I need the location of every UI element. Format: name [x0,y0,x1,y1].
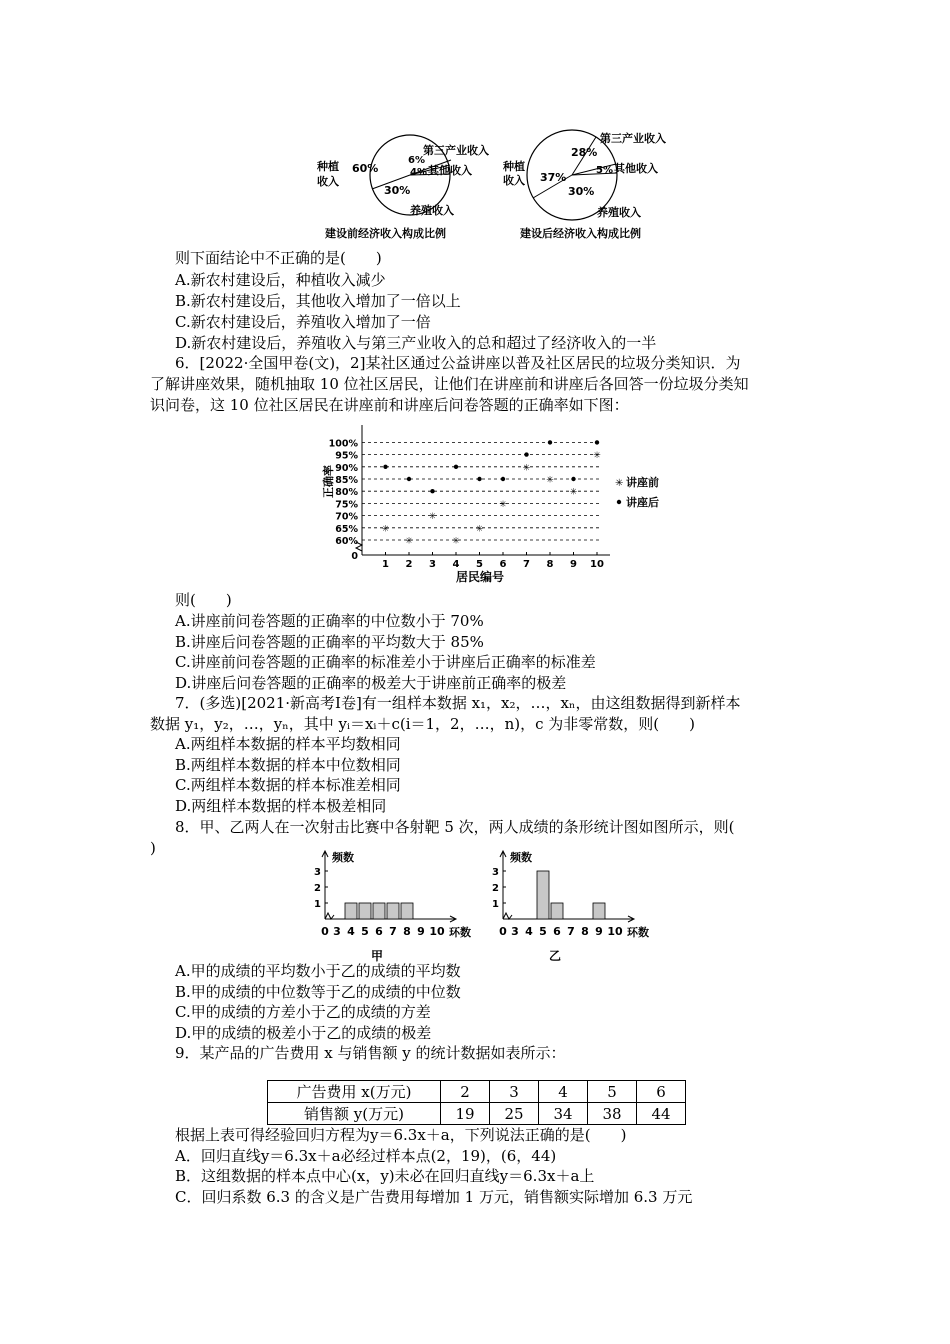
bar-charts-figure [305,848,695,966]
legend-before-marker: ✳ [615,478,624,489]
q8-option-a: A.甲的成绩的平均数小于乙的成绩的平均数 [175,962,461,980]
x-tick-label: 0 [321,925,329,938]
point-after [383,465,387,469]
point-before: ✳ [381,524,390,535]
pie-after [502,130,666,240]
pie-before-pct-breeding: 30% [384,184,411,197]
y-tick-label: 1 [492,899,499,910]
pie-after-pct-other: 5% [596,165,613,176]
x-tick-label: 0 [499,925,507,938]
point-after [571,477,575,481]
x-tick-label: 7 [389,925,397,938]
legend-after-marker [617,500,621,504]
q7-line-1: 7．(多选)[2021·新高考Ⅰ卷]有一组样本数据 x₁，x₂，…，xₙ，由这组数据得到新样本 [175,694,741,712]
x-axis-label: 环数 [627,926,649,939]
point-before: ✳ [452,536,460,547]
q9-stem: 9．某产品的广告费用 x 与销售额 y 的统计数据如表所示： [175,1044,566,1062]
table-cell: 44 [637,1103,686,1125]
chart-title: 甲 [370,949,384,963]
q5-stem: 则下面结论中不正确的是( ) [175,249,382,267]
point-before: ✳ [499,499,507,510]
table-cell: 5 [588,1081,637,1103]
bar [345,903,357,919]
point-after [595,440,599,444]
x-tick-label: 9 [570,559,577,570]
table-row2-header: 销售额 y(万元) [268,1103,441,1125]
pie-after-pct-third: 28% [571,146,598,159]
point-before: ✳ [522,463,531,474]
x-tick-label: 4 [347,925,355,938]
x-tick-label: 3 [511,925,519,938]
x-tick-label: 2 [405,559,413,570]
bar [387,903,399,919]
scatter-xlabel: 居民编号 [456,570,505,584]
y-axis-label: 频数 [332,851,354,864]
x-tick-label: 1 [382,559,389,570]
q6-option-d: D.讲座后问卷答题的正确率的极差大于讲座前正确率的极差 [175,674,567,692]
pie-before-pct-other: 4% [410,167,427,178]
y-tick-label: 3 [492,867,499,878]
table-cell: 34 [539,1103,588,1125]
q7-line-2: 数据 y₁，y₂，…，yₙ，其中 yᵢ＝xᵢ＋c(i＝1，2，…，n)，c 为非零常数，则( ) [150,715,695,733]
q6-option-b: B.讲座后问卷答题的正确率的平均数大于 85% [175,633,484,651]
legend-after-label: 讲座后 [626,496,659,509]
point-after [524,452,528,456]
q6-line-2: 了解讲座效果，随机抽取 10 位社区居民，让他们在讲座前和讲座后各回答一份垃圾分类知 [150,375,749,393]
q6-stem: 则( ) [175,591,232,609]
bar-chart-yi [492,850,649,963]
q8-option-c: C.甲的成绩的方差小于乙的成绩的方差 [175,1003,431,1021]
y-tick-label: 2 [492,883,499,894]
y-tick-label: 0 [351,551,358,562]
x-tick-label: 5 [539,925,547,938]
bar [593,903,605,919]
pie-before-label-breeding: 养殖收入 [410,204,454,217]
table-cell: 4 [539,1081,588,1103]
table-row [268,1103,686,1125]
pie-before-caption: 建设前经济收入构成比例 [325,227,446,240]
pie-before-label-planting-1: 种植 [317,160,339,173]
bar [359,903,371,919]
q9-after-table: 根据上表可得经验回归方程为y＝6.3x＋a，下列说法正确的是( ) [175,1126,627,1144]
y-tick-label: 90% [335,462,358,474]
x-tick-label: 7 [523,559,530,570]
y-tick-label: 65% [335,523,358,535]
q8-line-1: 8．甲、乙两人在一次射击比赛中各射靶 5 次，两人成绩的条形统计图如图所示，则( [175,818,735,836]
q5-option-b: B.新农村建设后，其他收入增加了一倍以上 [175,292,461,310]
point-before: ✳ [569,487,578,498]
scatter-chart [320,420,680,590]
q6-option-a: A.讲座前问卷答题的正确率的中位数小于 70% [175,612,484,630]
axis-break [503,913,512,919]
x-tick-label: 4 [452,559,460,570]
x-tick-label: 8 [581,925,589,938]
chart-title: 乙 [548,949,562,963]
q6-option-c: C.讲座前问卷答题的正确率的标准差小于讲座后正确率的标准差 [175,653,596,671]
x-tick-label: 10 [429,925,445,938]
y-tick-label: 100% [328,438,358,450]
q7-option-d: D.两组样本数据的样本极差相同 [175,797,387,815]
point-after [548,440,552,444]
bar [401,903,413,919]
table-cell: 19 [441,1103,490,1125]
point-after [430,489,434,493]
y-tick-label: 2 [314,883,321,894]
y-tick-label: 75% [335,499,358,511]
bar [551,903,563,919]
q8-line-2: ) [150,839,156,857]
q5-option-d: D.新农村建设后，养殖收入与第三产业收入的总和超过了经济收入的一半 [175,334,657,352]
pie-after-pct-breeding: 30% [568,185,595,198]
q8-option-b: B.甲的成绩的中位数等于乙的成绩的中位数 [175,983,461,1001]
table-row [268,1081,686,1103]
q9-option-a: A．回归直线y＝6.3x＋a必经过样本点(2，19)，(6，44) [175,1147,557,1165]
q7-option-a: A.两组样本数据的样本平均数相同 [175,735,401,753]
table-cell: 38 [588,1103,637,1125]
q6-line-3: 识问卷，这 10 位社区居民在讲座前和讲座后问卷答题的正确率如下图： [150,396,629,414]
legend-before-label: 讲座前 [626,476,659,489]
y-tick-label: 3 [314,867,321,878]
q9-option-b: B．这组数据的样本点中心(x，y)未必在回归直线y＝6.3x＋a上 [175,1167,595,1185]
q7-option-b: B.两组样本数据的样本中位数相同 [175,756,401,774]
table-cell: 25 [490,1103,539,1125]
axis-break [325,913,334,919]
q7-option-c: C.两组样本数据的样本标准差相同 [175,776,401,794]
pie-before-pct-third: 6% [408,155,425,166]
x-tick-label: 9 [595,925,603,938]
x-tick-label: 10 [590,559,604,570]
bar [537,871,549,919]
point-after [454,465,458,469]
q9-data-table [267,1080,686,1125]
y-tick-label: 70% [335,511,358,523]
y-tick-label: 60% [335,536,358,547]
q5-option-a: A.新农村建设后，种植收入减少 [175,271,386,289]
x-tick-label: 10 [607,925,623,938]
x-tick-label: 3 [333,925,341,938]
q9-option-c: C．回归系数 6.3 的含义是广告费用每增加 1 万元，销售额实际增加 6.3 万元 [175,1188,693,1206]
table-row1-header: 广告费用 x(万元) [268,1081,441,1103]
pie-before-label-third: 第三产业收入 [423,144,489,157]
point-after [501,477,505,481]
pie-before-label-other: 其他收入 [428,164,472,177]
x-tick-label: 9 [417,925,425,938]
table-cell: 6 [637,1081,686,1103]
pie-after-label-other: 其他收入 [614,162,658,175]
pie-after-label-planting-2: 收入 [503,174,525,187]
bar-chart-jia [314,850,471,963]
pie-charts-figure [300,125,700,245]
x-tick-label: 5 [476,559,483,570]
pie-before [316,135,489,240]
x-axis-label: 环数 [449,926,471,939]
point-before: ✳ [428,512,437,523]
y-axis-label: 频数 [510,851,532,864]
x-tick-label: 6 [553,925,561,938]
scatter-points [382,440,602,546]
y-tick-label: 85% [335,475,358,486]
x-tick-label: 6 [375,925,383,938]
pie-before-pct-planting: 60% [352,162,379,175]
x-tick-label: 3 [429,559,436,570]
pie-before-label-planting-2: 收入 [317,175,339,188]
pie-after-label-third: 第三产业收入 [600,132,666,145]
y-tick-label: 80% [335,487,358,499]
pie-after-caption: 建设后经济收入构成比例 [520,227,641,240]
point-before: ✳ [593,451,601,462]
scatter-legend [615,475,659,509]
point-before: ✳ [546,475,554,486]
scatter-ylabel: 正确率 [322,465,335,498]
y-tick-label: 95% [335,450,358,462]
q5-option-c: C.新农村建设后，养殖收入增加了一倍 [175,313,431,331]
x-tick-label: 8 [546,559,554,570]
pie-after-label-planting-1: 种植 [503,160,525,173]
pie-after-pct-planting: 37% [540,171,567,184]
q6-line-1: 6．[2022·全国甲卷(文)，2]某社区通过公益讲座以普及社区居民的垃圾分类知识．为 [175,354,741,372]
table-cell: 2 [441,1081,490,1103]
x-tick-label: 5 [361,925,369,938]
y-tick-label: 1 [314,899,321,910]
bar [373,903,385,919]
point-after [407,477,411,481]
x-tick-label: 4 [525,925,533,938]
scatter-y-ticks [329,438,359,562]
x-tick-label: 6 [499,559,507,570]
point-before: ✳ [405,536,413,547]
point-after [477,477,481,481]
table-cell: 3 [490,1081,539,1103]
q8-option-d: D.甲的成绩的极差小于乙的成绩的极差 [175,1024,432,1042]
x-tick-label: 8 [403,925,411,938]
pie-after-label-breeding: 养殖收入 [597,206,641,219]
x-tick-label: 7 [567,925,575,938]
point-before: ✳ [475,524,484,535]
